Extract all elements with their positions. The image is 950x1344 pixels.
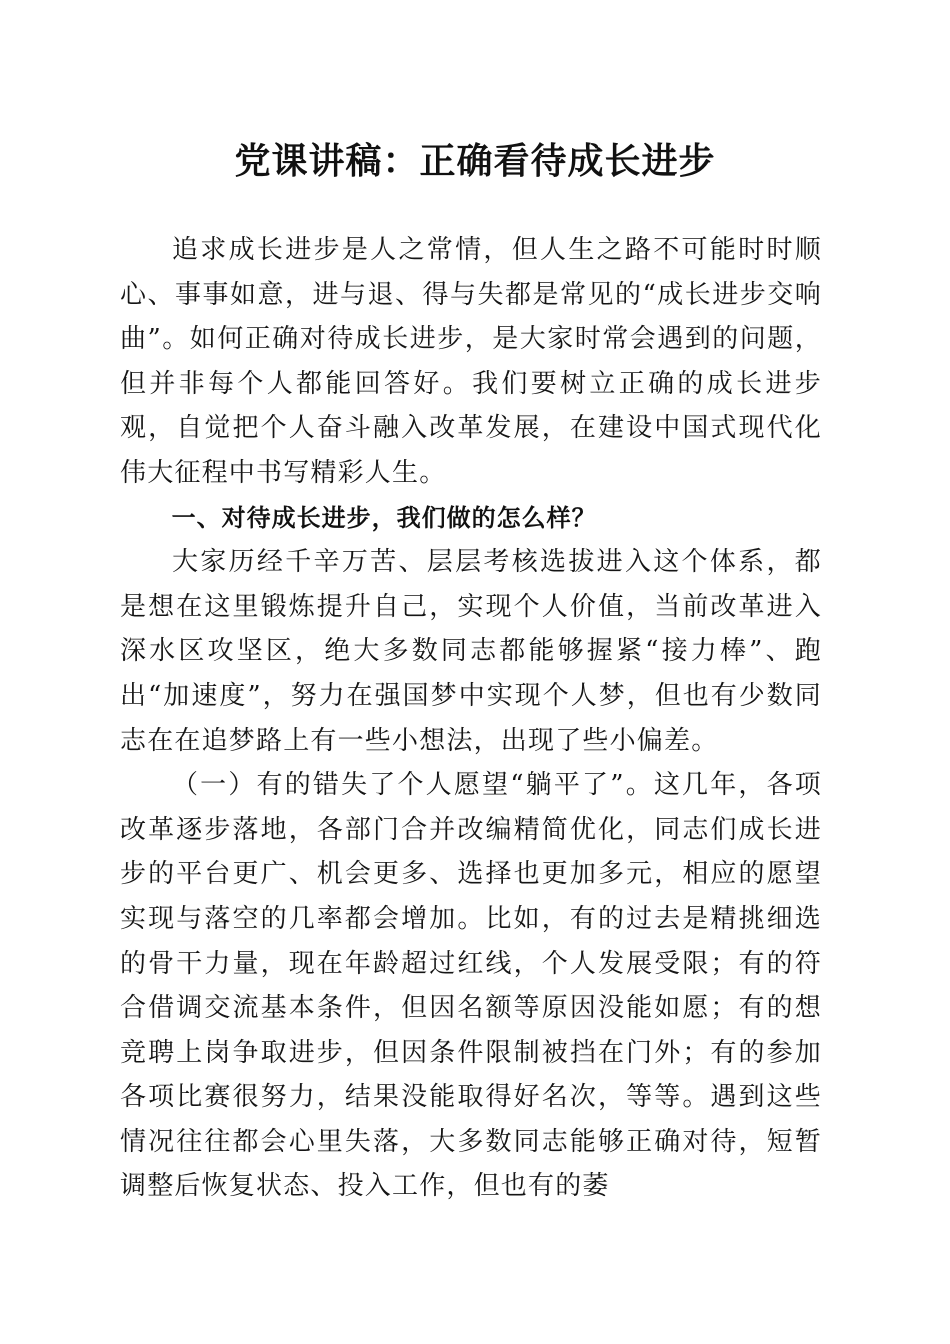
subsection-1-paragraph: （一）有的错失了个人愿望“躺平了”。这几年，各项改革逐步落地，各部门合并改编精简优化，同志们成长进步的平台更广、机会更多、选择也更加多元，相应的愿望实现与落空的几率都会增加。比如，有的过去是精挑细选的骨干力量，现在年龄超过红线，个人发展受限；有的符合借调交流基本条件，但因名额等原因没能如愿；有的想竞聘上岗争取进步，但因条件限制被挡在门外；有的参加各项比赛很努力，结果没能取得好名次，等等。遇到这些情况往往都会心里失落，大多数同志能够正确对待，短暂调整后恢复状态、投入工作，但也有的萎: [120, 770, 822, 1202]
document-body: [120, 228, 822, 1209]
section-1-paragraph: 大家历经千辛万苦、层层考核选拔进入这个体系，都是想在这里锻炼提升自己，实现个人价值，当前改革进入深水区攻坚区，绝大多数同志都能够握紧“接力棒”、跑出“加速度”，努力在强国梦中实现个人梦，但也有少数同志在在追梦路上有一些小想法，出现了些小偏差。: [120, 547, 822, 756]
intro-paragraph: 追求成长进步是人之常情，但人生之路不可能时时顺心、事事如意，进与退、得与失都是常见的“成长进步交响曲”。如何正确对待成长进步，是大家时常会遇到的问题，但并非每个人都能回答好。我们要树立正确的成长进步观，自觉把个人奋斗融入改革发展，在建设中国式现代化伟大征程中书写精彩人生。: [120, 235, 822, 488]
section-heading-1: 一、对待成长进步，我们做的怎么样？: [171, 503, 597, 532]
document-title: 党课讲稿：正确看待成长进步: [234, 140, 716, 182]
